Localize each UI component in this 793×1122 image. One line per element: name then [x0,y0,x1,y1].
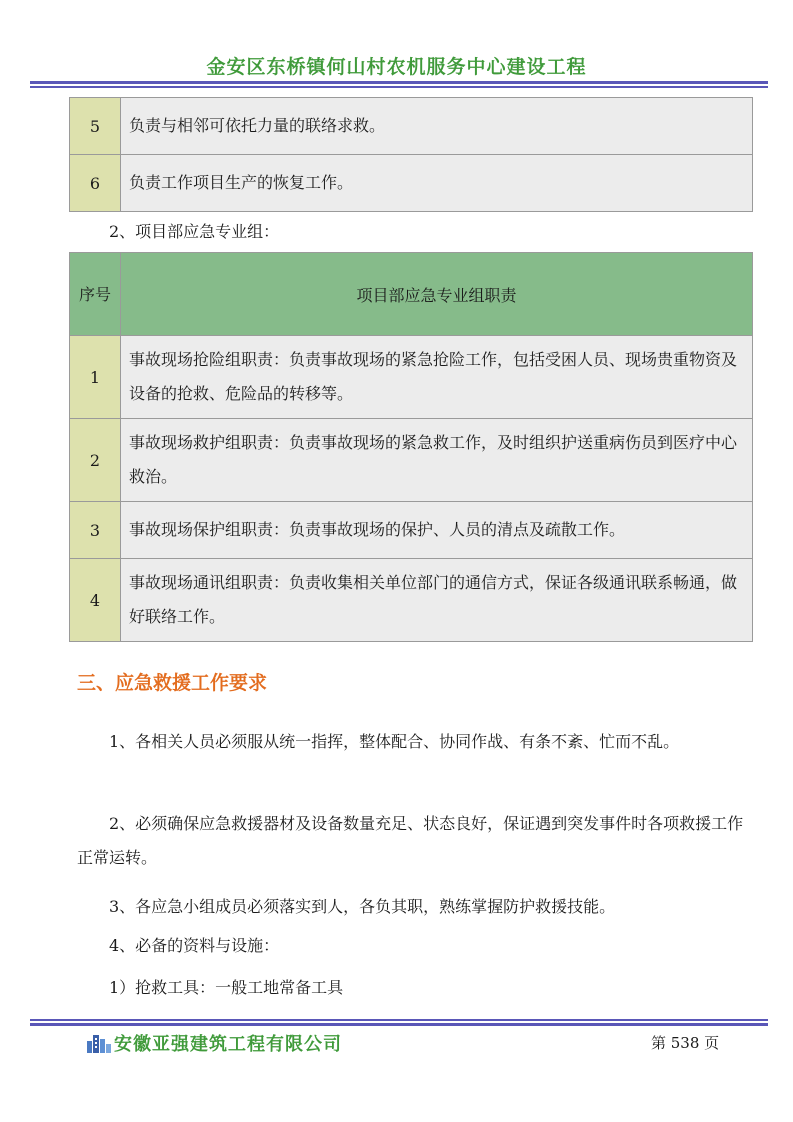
section-heading: 三、应急救援工作要求 [77,672,268,694]
responsibilities-table-continued [69,97,753,212]
row-number: 2 [70,419,121,502]
page-number: 第 538 页 [651,1034,720,1052]
paragraph: 3、各应急小组成员必须落实到人，各负其职，熟练掌握防护救援技能。 [109,897,616,916]
intro-specialist-groups: 2、项目部应急专业组： [109,222,280,241]
paragraph: 1）抢救工具：一般工地常备工具 [109,978,344,997]
header-rule-top [30,81,768,84]
row-number: 1 [70,336,121,419]
header-title: 项目部应急专业组职责 [121,253,753,336]
row-number: 6 [70,155,121,212]
row-text: 负责与相邻可依托力量的联络求救。 [121,98,753,155]
emergency-groups-table [69,252,753,642]
table-row [70,419,753,502]
table-row [70,336,753,419]
paragraph: 4、必备的资料与设施： [109,936,280,955]
table-row [70,502,753,559]
row-number: 5 [70,98,121,155]
row-number: 3 [70,502,121,559]
row-number: 4 [70,559,121,642]
row-text: 事故现场通讯组职责：负责收集相关单位部门的通信方式，保证各级通讯联系畅通，做好联络工作。 [121,559,753,642]
footer-company-name: 安徽亚强建筑工程有限公司 [114,1034,342,1055]
header-number: 序号 [70,253,121,336]
row-text: 事故现场抢险组职责：负责事故现场的紧急抢险工作，包括受困人员、现场贵重物资及设备的抢救、危险品的转移等。 [121,336,753,419]
table-header-row [70,253,753,336]
building-logo-icon [86,1031,112,1053]
table-row [70,559,753,642]
table-row [70,155,753,212]
row-text: 事故现场保护组职责：负责事故现场的保护、人员的清点及疏散工作。 [121,502,753,559]
footer-rule-bottom [30,1023,768,1026]
table-row [70,98,753,155]
footer-rule-top [30,1019,768,1021]
paragraph: 1、各相关人员必须服从统一指挥，整体配合、协同作战、有条不紊、忙而不乱。 [109,732,680,751]
header-rule-bottom [30,86,768,88]
paragraph: 2、必须确保应急救援器材及设备数量充足、状态良好，保证遇到突发事件时各项救援工作正常运转。 [77,814,744,867]
row-text: 负责工作项目生产的恢复工作。 [121,155,753,212]
document-header-title: 金安区东桥镇何山村农机服务中心建设工程 [206,56,587,78]
row-text: 事故现场救护组职责：负责事故现场的紧急救工作，及时组织护送重病伤员到医疗中心救治。 [121,419,753,502]
